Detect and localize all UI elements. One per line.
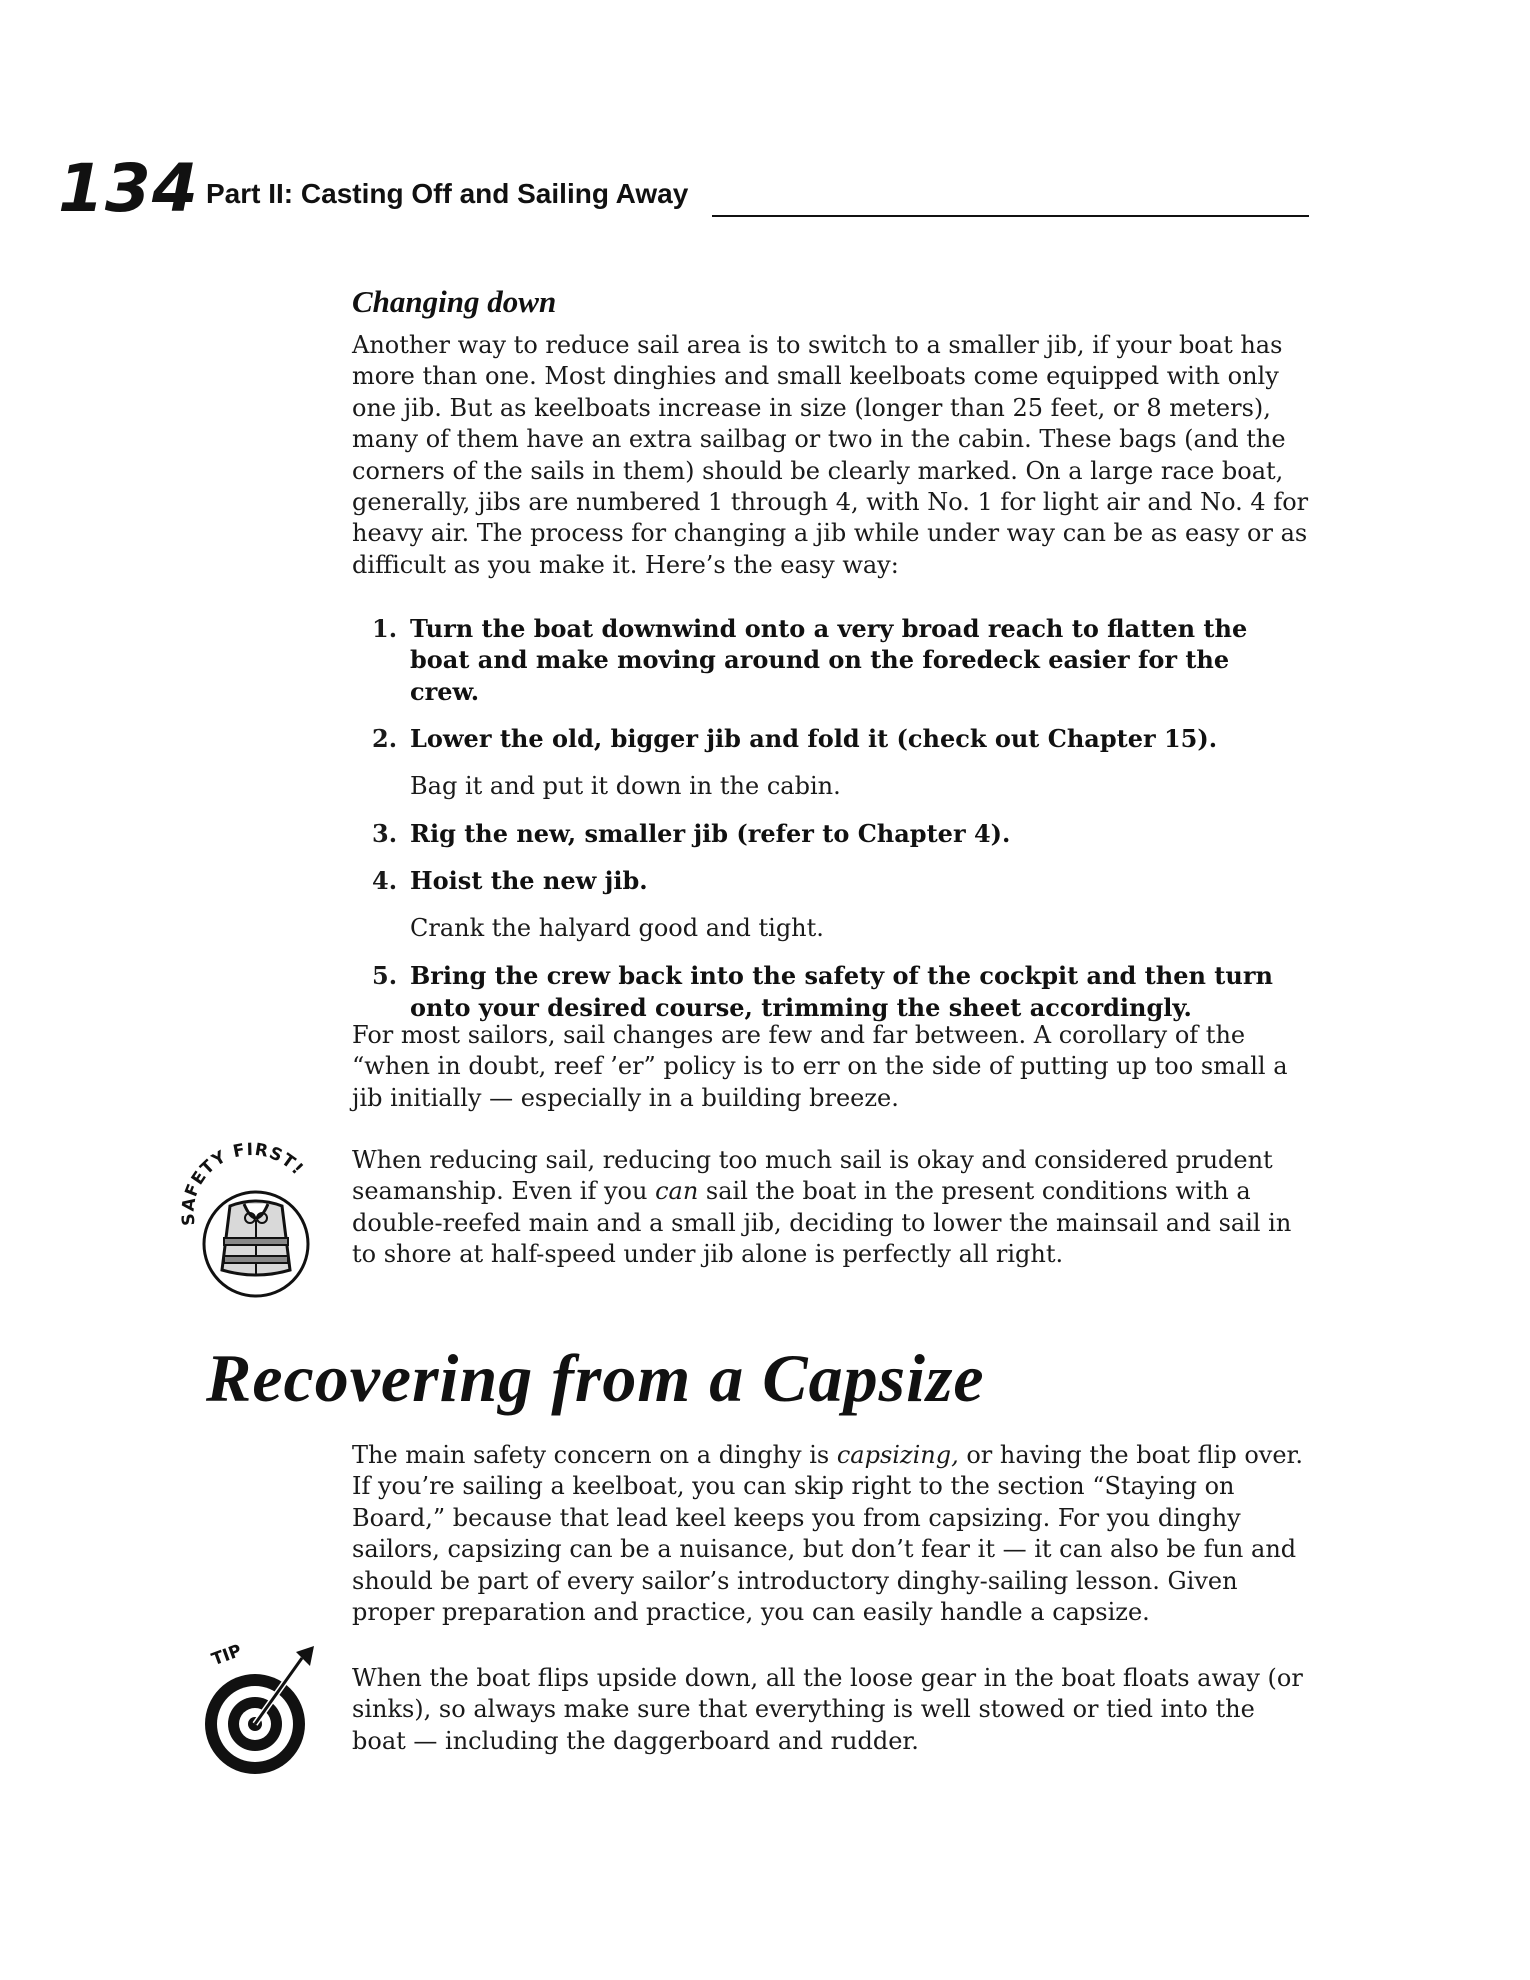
step-number: 2.	[372, 724, 398, 754]
list-item	[372, 613, 1297, 707]
step-number: 4.	[372, 866, 398, 896]
step-text: Rig the new, smaller jib (refer to Chapter 4).	[410, 819, 1011, 849]
page-number: 134	[58, 150, 199, 227]
after-steps-paragraph: For most sailors, sail changes are few and far between. A corollary of the “when in doubt, reef ’er” policy is to err on the side of putting up too small a jib initially — especially in a building breeze.	[352, 1021, 1288, 1112]
list-item	[372, 960, 1297, 1023]
tip-icon-label: TIP	[209, 1640, 245, 1671]
header-rule	[712, 215, 1309, 217]
step-text: Lower the old, bigger jib and fold it (check out Chapter 15).	[410, 724, 1218, 754]
safety-text-start: When reducing sail, reducing too much sail is okay and considered prudent seamanship. Even if you	[352, 1146, 1273, 1206]
list-item	[372, 865, 1297, 944]
safety-text-end: sail the boat in the present conditions with a double-reefed main and a small jib, deciding to lower the mainsail and sail in to shore at half-speed under jib alone is perfectly all right.	[352, 1177, 1292, 1269]
step-text: Turn the boat downwind onto a very broad reach to flatten the boat and make moving around on the foredeck easier for the crew.	[410, 614, 1248, 706]
intro-paragraph: Another way to reduce sail area is to switch to a smaller jib, if your boat has more than one. Most dinghies and small keelboats come equipped with only one jib. But as keelboats increase in size (longer than 25 feet, or 8 meters), many of them have an extra sailbag or two in the cabin. These bags (and the corners of the sails in them) should be clearly marked. On a large race boat, generally, jibs are numbered 1 through 4, with No. 1 for light air and No. 4 for heavy air. The process for changing a jib while under way can be as easy or as difficult as you make it. Here’s the easy way:	[352, 331, 1309, 579]
tip-icon	[200, 1628, 320, 1778]
list-item	[372, 818, 1297, 849]
safety-paragraph	[352, 1145, 1309, 1271]
step-number: 3.	[372, 819, 398, 849]
capsize-text-start: The main safety concern on a dinghy is	[352, 1441, 837, 1469]
capsize-emphasis: capsizing,	[836, 1441, 959, 1469]
step-note: Crank the halyard good and tight.	[410, 913, 824, 942]
step-text: Hoist the new jib.	[410, 866, 648, 896]
capsize-paragraph	[352, 1440, 1309, 1628]
running-head: Part II: Casting Off and Sailing Away	[206, 178, 689, 209]
step-text: Bring the crew back into the safety of the cockpit and then turn onto your desired course, trimming the sheet accordingly.	[410, 961, 1273, 1022]
step-list	[372, 613, 1297, 1023]
safety-emphasis: can	[655, 1177, 699, 1206]
step-note: Bag it and put it down in the cabin.	[410, 771, 841, 800]
step-number: 1.	[372, 614, 398, 643]
section-heading-capsize: Recovering from a Capsize	[206, 1340, 985, 1416]
capsize-text-end: or having the boat flip over. If you’re sailing a keelboat, you can skip right to the section “Staying on Board,” because that lead keel keeps you from capsizing. For you dinghy sailors, capsizing can be a nuisance, but don’t fear it — it can also be fun and should be part of every sailor’s introductory dinghy-sailing lesson. Given proper preparation and practice, you can easily handle a capsize.	[352, 1441, 1304, 1627]
step-number: 5.	[372, 961, 398, 991]
list-item	[372, 723, 1297, 802]
safety-icon-label: SAFETY FIRST!	[178, 1140, 308, 1227]
subhead-changing-down: Changing down	[352, 284, 557, 319]
safety-first-icon	[170, 1140, 320, 1300]
tip-paragraph: When the boat flips upside down, all the loose gear in the boat floats away (or sinks), so always make sure that everything is well stowed or tied into the boat — including the daggerboard and rudder.	[352, 1664, 1303, 1755]
